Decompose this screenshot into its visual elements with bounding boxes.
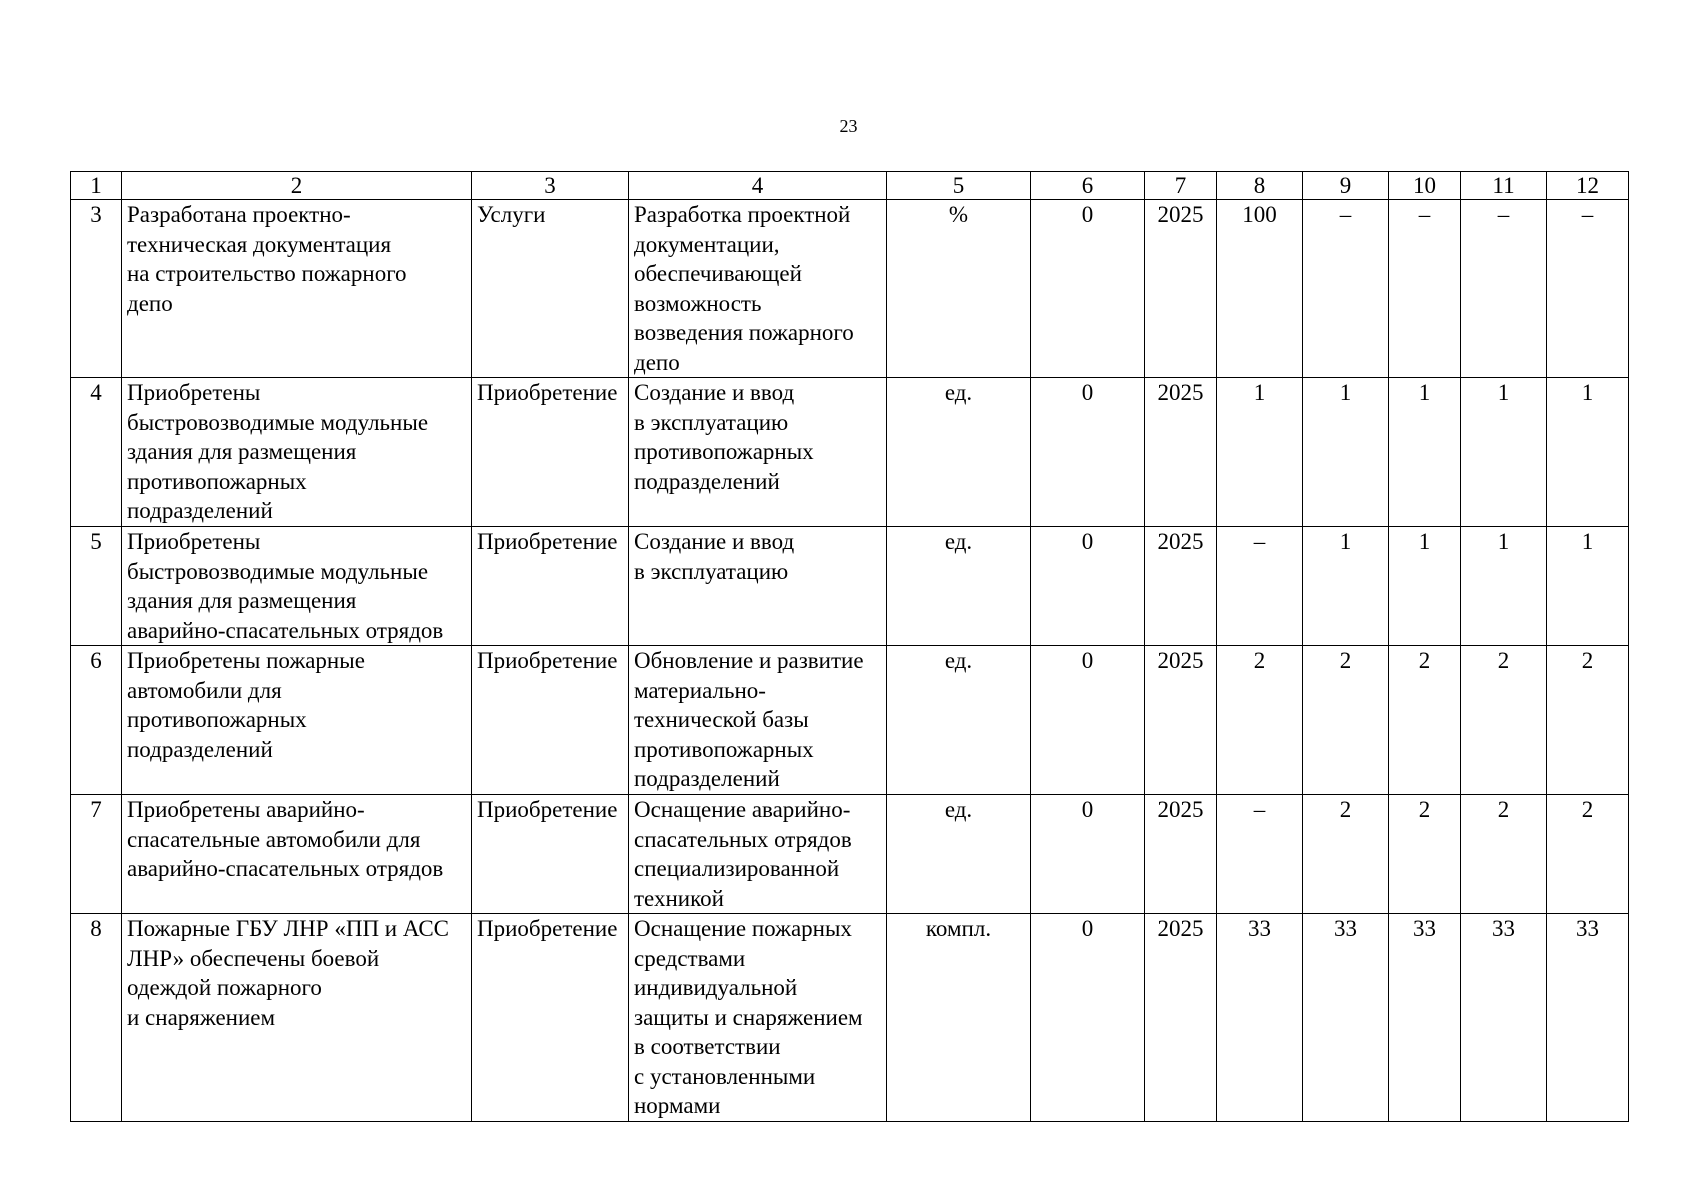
unit-cell: ед. xyxy=(887,527,1031,646)
value-cell-10: – xyxy=(1389,200,1461,378)
value-cell-9: – xyxy=(1303,200,1389,378)
result-description: Разработка проектной документации, обеспечивающей возможность возведения пожарного депо xyxy=(629,200,887,378)
header-cell: 6 xyxy=(1031,172,1145,200)
base-value-cell: 0 xyxy=(1031,200,1145,378)
header-cell: 3 xyxy=(472,172,629,200)
value-cell-9: 1 xyxy=(1303,378,1389,527)
base-value-cell: 0 xyxy=(1031,527,1145,646)
header-cell: 5 xyxy=(887,172,1031,200)
result-type: Приобретение xyxy=(472,378,629,527)
result-description: Создание и ввод в эксплуатацию xyxy=(629,527,887,646)
result-description: Создание и ввод в эксплуатацию противопожарных подразделений xyxy=(629,378,887,527)
header-cell: 11 xyxy=(1461,172,1547,200)
value-cell-12: 2 xyxy=(1547,795,1629,914)
value-cell-9: 33 xyxy=(1303,914,1389,1122)
result-name: Разработана проектно- техническая документация на строительство пожарного депо xyxy=(122,200,472,378)
base-year-cell: 2025 xyxy=(1145,795,1217,914)
value-cell-10: 2 xyxy=(1389,795,1461,914)
base-year-cell: 2025 xyxy=(1145,200,1217,378)
result-description: Оснащение аварийно- спасательных отрядов специализированной техникой xyxy=(629,795,887,914)
value-cell-11: 2 xyxy=(1461,795,1547,914)
unit-cell: % xyxy=(887,200,1031,378)
table-row xyxy=(71,795,1629,914)
value-cell-8: 2 xyxy=(1217,646,1303,795)
value-cell-12: 33 xyxy=(1547,914,1629,1122)
table-header-row xyxy=(71,172,1629,200)
result-name: Приобретены быстровозводимые модульные здания для размещения противопожарных подразделений xyxy=(122,378,472,527)
value-cell-8: 100 xyxy=(1217,200,1303,378)
value-cell-11: 1 xyxy=(1461,378,1547,527)
row-number: 5 xyxy=(71,527,122,646)
table-row xyxy=(71,914,1629,1122)
value-cell-10: 1 xyxy=(1389,378,1461,527)
row-number: 4 xyxy=(71,378,122,527)
unit-cell: ед. xyxy=(887,795,1031,914)
result-description: Оснащение пожарных средствами индивидуальной защиты и снаряжением в соответствии с установленными нормами xyxy=(629,914,887,1122)
result-description: Обновление и развитие материально- технической базы противопожарных подразделений xyxy=(629,646,887,795)
row-number: 8 xyxy=(71,914,122,1122)
result-name: Пожарные ГБУ ЛНР «ПП и АСС ЛНР» обеспечены боевой одеждой пожарного и снаряжением xyxy=(122,914,472,1122)
row-number: 6 xyxy=(71,646,122,795)
result-type: Услуги xyxy=(472,200,629,378)
base-year-cell: 2025 xyxy=(1145,378,1217,527)
header-cell: 7 xyxy=(1145,172,1217,200)
value-cell-9: 1 xyxy=(1303,527,1389,646)
header-cell: 1 xyxy=(71,172,122,200)
value-cell-12: 1 xyxy=(1547,378,1629,527)
value-cell-10: 1 xyxy=(1389,527,1461,646)
value-cell-9: 2 xyxy=(1303,795,1389,914)
base-value-cell: 0 xyxy=(1031,646,1145,795)
base-value-cell: 0 xyxy=(1031,914,1145,1122)
value-cell-12: – xyxy=(1547,200,1629,378)
header-cell: 2 xyxy=(122,172,472,200)
value-cell-11: 33 xyxy=(1461,914,1547,1122)
result-type: Приобретение xyxy=(472,527,629,646)
value-cell-11: 1 xyxy=(1461,527,1547,646)
header-cell: 12 xyxy=(1547,172,1629,200)
header-cell: 8 xyxy=(1217,172,1303,200)
value-cell-8: 1 xyxy=(1217,378,1303,527)
value-cell-10: 2 xyxy=(1389,646,1461,795)
result-name: Приобретены пожарные автомобили для противопожарных подразделений xyxy=(122,646,472,795)
value-cell-11: 2 xyxy=(1461,646,1547,795)
value-cell-10: 33 xyxy=(1389,914,1461,1122)
value-cell-8: – xyxy=(1217,527,1303,646)
base-value-cell: 0 xyxy=(1031,378,1145,527)
row-number: 7 xyxy=(71,795,122,914)
result-name: Приобретены быстровозводимые модульные здания для размещения аварийно-спасательных отрядов xyxy=(122,527,472,646)
header-cell: 4 xyxy=(629,172,887,200)
value-cell-12: 1 xyxy=(1547,527,1629,646)
value-cell-9: 2 xyxy=(1303,646,1389,795)
value-cell-8: – xyxy=(1217,795,1303,914)
value-cell-11: – xyxy=(1461,200,1547,378)
value-cell-8: 33 xyxy=(1217,914,1303,1122)
table-row xyxy=(71,378,1629,527)
page-number: 23 xyxy=(839,116,858,136)
base-year-cell: 2025 xyxy=(1145,914,1217,1122)
header-cell: 10 xyxy=(1389,172,1461,200)
base-year-cell: 2025 xyxy=(1145,527,1217,646)
base-value-cell: 0 xyxy=(1031,795,1145,914)
header-cell: 9 xyxy=(1303,172,1389,200)
unit-cell: компл. xyxy=(887,914,1031,1122)
value-cell-12: 2 xyxy=(1547,646,1629,795)
table-row xyxy=(71,527,1629,646)
result-type: Приобретение xyxy=(472,914,629,1122)
unit-cell: ед. xyxy=(887,378,1031,527)
result-type: Приобретение xyxy=(472,646,629,795)
base-year-cell: 2025 xyxy=(1145,646,1217,795)
results-table xyxy=(70,171,1629,1122)
row-number: 3 xyxy=(71,200,122,378)
result-name: Приобретены аварийно- спасательные автомобили для аварийно-спасательных отрядов xyxy=(122,795,472,914)
table-row xyxy=(71,646,1629,795)
result-type: Приобретение xyxy=(472,795,629,914)
unit-cell: ед. xyxy=(887,646,1031,795)
table-row xyxy=(71,200,1629,378)
